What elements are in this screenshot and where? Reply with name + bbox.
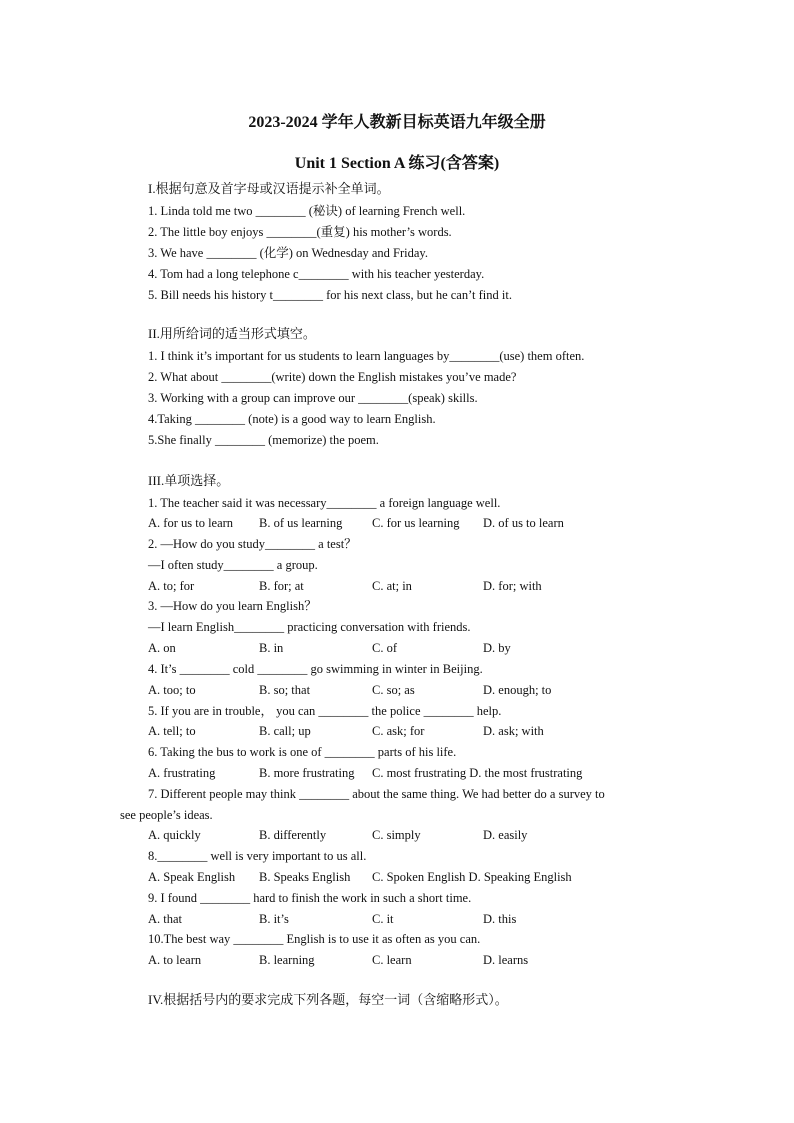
option-d: D. the most frustrating [469, 766, 583, 780]
option-b: B. Speaks English [259, 870, 351, 884]
section1-item-5: 5. Bill needs his history t________ for his next class, but he can’t find it. [148, 288, 512, 302]
option-c: C. simply [372, 828, 421, 842]
question-10-options [148, 952, 528, 968]
option-a: A. for us to learn [148, 516, 234, 530]
option-a: A. to learn [148, 953, 202, 967]
option-c: C. Spoken English [372, 870, 466, 884]
document-title: 2023-2024 学年人教新目标英语九年级全册 [248, 114, 546, 131]
document-subtitle: Unit 1 Section A 练习(含答案) [294, 155, 500, 172]
option-b: B. learning [259, 953, 315, 967]
question-7: 7. Different people may think ________ about the same thing. We had better do a survey to [148, 787, 605, 801]
section1-heading: I.根据句意及首字母或汉语提示补全单词。 [148, 181, 390, 196]
section2-item-2: 2. What about ________(write) down the English mistakes you’ve made? [148, 370, 517, 384]
option-b: B. it’s [259, 912, 289, 926]
option-d: D. learns [483, 953, 529, 967]
question-4-options [148, 682, 551, 698]
option-c: C. so; as [372, 683, 415, 697]
section2-item-3: 3. Working with a group can improve our ________(speak) skills. [148, 391, 478, 405]
option-d: D. of us to learn [483, 516, 564, 530]
section1-item-3: 3. We have ________ (化学) on Wednesday and Friday. [148, 246, 428, 260]
option-b: B. so; that [259, 683, 311, 697]
option-b: B. differently [259, 828, 327, 842]
question-2: 2. —How do you study________ a test？ [148, 537, 357, 551]
option-b: B. in [259, 641, 284, 655]
option-a: A. on [148, 641, 176, 655]
option-c: C. learn [372, 953, 412, 967]
option-c: C. of [372, 641, 397, 655]
question-5: 5. If you are in trouble， you can ________ the police ________ help. [148, 704, 502, 718]
question-7-continued: see people’s ideas. [120, 808, 213, 822]
question-8: 8.________ well is very important to us all. [148, 849, 367, 863]
option-a: A. tell; to [148, 724, 196, 738]
section1-item-4: 4. Tom had a long telephone c________ with his teacher yesterday. [148, 267, 485, 281]
option-d: D. Speaking English [468, 870, 572, 884]
question-6: 6. Taking the bus to work is one of ________ parts of his life. [148, 745, 457, 759]
section2-item-1: 1. I think it’s important for us students to learn languages by________(use) them often. [148, 349, 585, 363]
question-10: 10.The best way ________ English is to use it as often as you can. [148, 932, 481, 946]
question-2-reply: —I often study________ a group. [148, 558, 318, 572]
option-c: C. it [372, 912, 394, 926]
question-3-reply: —I learn English________ practicing conversation with friends. [148, 620, 471, 634]
question-6-options [148, 765, 582, 781]
option-d: D. ask; with [483, 724, 544, 738]
question-8-options [148, 869, 572, 885]
question-5-options [148, 723, 544, 739]
option-a: A. that [148, 912, 183, 926]
section2-item-4: 4.Taking ________ (note) is a good way to learn English. [148, 412, 436, 426]
question-9: 9. I found ________ hard to finish the work in such a short time. [148, 891, 472, 905]
question-7-options [148, 827, 527, 843]
question-1-options [148, 515, 564, 531]
question-9-options [148, 911, 516, 927]
option-d: D. for; with [483, 579, 542, 593]
question-4: 4. It’s ________ cold ________ go swimming in winter in Beijing. [148, 662, 483, 676]
option-c: C. for us learning [372, 516, 460, 530]
option-c: C. ask; for [372, 724, 425, 738]
section1-item-1: 1. Linda told me two ________ (秘诀) of learning French well. [148, 204, 466, 218]
option-b: B. call; up [259, 724, 311, 738]
section4-heading: IV.根据括号内的要求完成下列各题，每空一词（含缩略形式）。 [148, 992, 508, 1007]
question-1: 1. The teacher said it was necessary________ a foreign language well. [148, 496, 501, 510]
option-c: C. most frustrating [372, 766, 467, 780]
option-d: D. this [483, 912, 517, 926]
option-d: D. enough; to [483, 683, 552, 697]
section2-heading: II.用所给词的适当形式填空。 [148, 326, 316, 341]
option-d: D. easily [483, 828, 528, 842]
section2-item-5: 5.She finally ________ (memorize) the poem. [148, 433, 379, 447]
section3-heading: III.单项选择。 [148, 473, 230, 488]
question-3: 3. —How do you learn English？ [148, 599, 317, 613]
option-a: A. Speak English [148, 870, 236, 884]
option-b: B. for; at [259, 579, 304, 593]
section1-item-2: 2. The little boy enjoys ________(重复) his mother’s words. [148, 225, 452, 239]
option-d: D. by [483, 641, 511, 655]
question-2-options [148, 578, 542, 594]
option-a: A. too; to [148, 683, 196, 697]
option-c: C. at; in [372, 579, 412, 593]
option-b: B. more frustrating [259, 766, 355, 780]
option-a: A. frustrating [148, 766, 216, 780]
option-a: A. quickly [148, 828, 201, 842]
option-a: A. to; for [148, 579, 195, 593]
question-3-options [148, 640, 511, 656]
option-b: B. of us learning [259, 516, 343, 530]
